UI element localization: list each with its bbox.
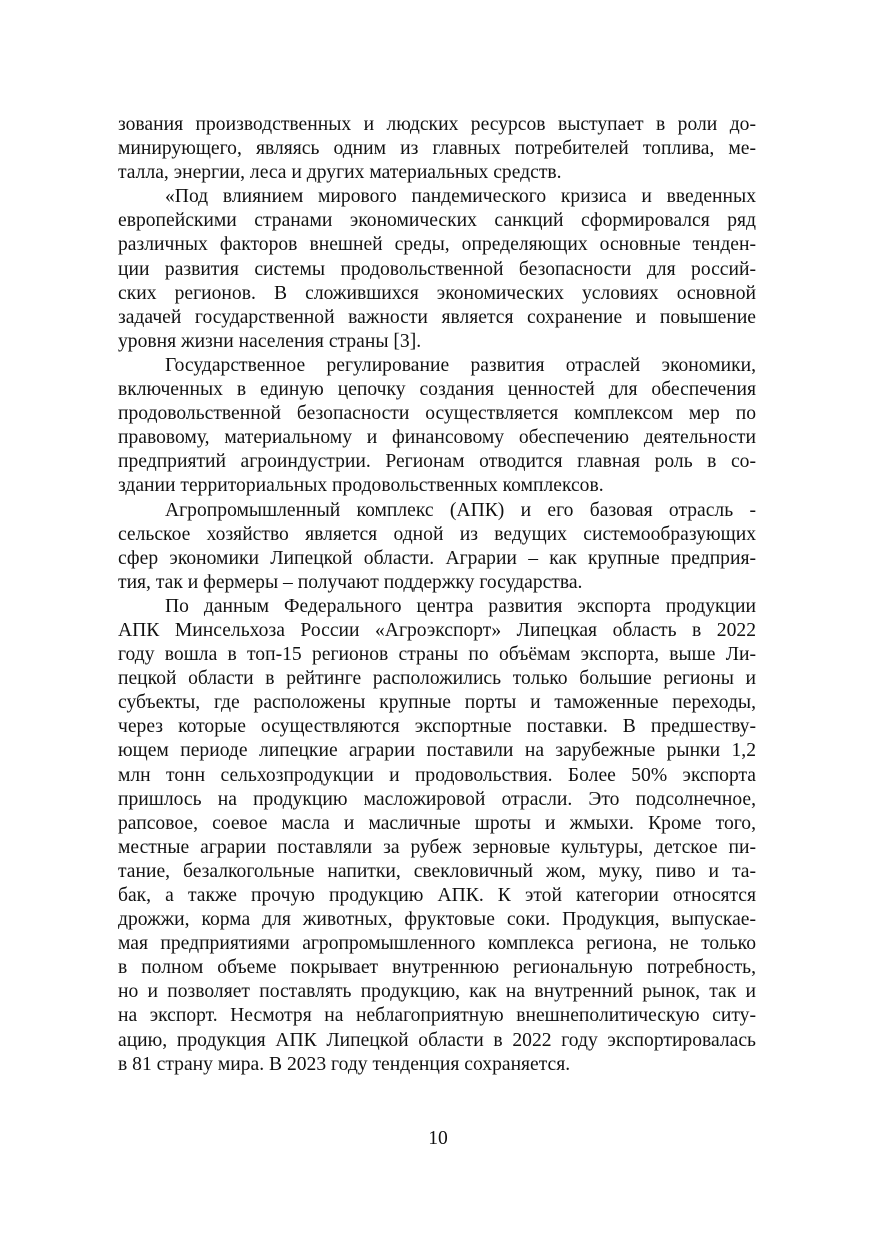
- text-line: сельское хозяйство является одной из ведущих системообразующих: [118, 523, 756, 545]
- text-line: минирующего, являясь одним из главных потребителей топлива, ме-: [118, 138, 756, 160]
- text-line: ских регионов. В сложившихся экономических условиях основной: [118, 282, 756, 304]
- text-line: мая предприятиями агропромышленного комплекса региона, не только: [118, 933, 756, 955]
- text-line: тия, так и фермеры – получают поддержку государства.: [118, 571, 583, 593]
- text-line: рапсовое, соевое масла и масличные шроты и жмыхи. Кроме того,: [118, 812, 756, 834]
- paragraph-continuation: [118, 113, 756, 185]
- text-line: ацию, продукция АПК Липецкой области в 2022 году экспортировалась: [118, 1029, 756, 1051]
- text-line: включенных в единую цепочку создания ценностей для обеспечения: [118, 379, 756, 401]
- text-line: предприятий агроиндустрии. Регионам отводится главная роль в со-: [118, 451, 756, 473]
- text-line: бак, а также прочую продукцию АПК. К этой категории относятся: [118, 885, 756, 906]
- text-line: АПК Минсельхоза России «Агроэкспорт» Липецкая область в 2022: [118, 619, 756, 641]
- text-line: ющем периоде липецкие аграрии поставили на зарубежные рынки 1,2: [118, 740, 756, 762]
- text-line: уровня жизни населения страны [3].: [118, 330, 422, 352]
- paragraph-export: [118, 595, 756, 1077]
- text-line: сфер экономики Липецкой области. Аграрии – как крупные предприя-: [118, 547, 756, 569]
- text-line: «Под влиянием мирового пандемического кризиса и введенных: [165, 186, 756, 208]
- text-line: на экспорт. Несмотря на неблагоприятную внешнеполитическую ситу-: [118, 1005, 756, 1027]
- text-line: правовому, материальному и финансовому обеспечению деятельности: [118, 427, 756, 449]
- text-line: но и позволяет поставлять продукцию, как на внутренний рынок, так и: [118, 981, 756, 1003]
- text-line: различных факторов внешней среды, определяющих основные тенден-: [118, 234, 756, 256]
- text-line: задачей государственной важности является сохранение и повышение: [118, 306, 756, 328]
- text-line: в полном объеме покрывает внутреннюю региональную потребность,: [118, 957, 756, 979]
- text-line: Агропромышленный комплекс (АПК) и его базовая отрасль -: [165, 499, 756, 521]
- paragraph-sanctions: [118, 185, 756, 354]
- text-line: пецкой области в рейтинге расположились только большие регионы и: [118, 668, 756, 690]
- text-line: Государственное регулирование развития отраслей экономики,: [165, 354, 756, 376]
- text-line: европейскими странами экономических санкций сформировался ряд: [118, 210, 756, 232]
- text-line: дрожжи, корма для животных, фруктовые соки. Продукция, выпускае-: [118, 909, 756, 931]
- text-line: в 81 страну мира. В 2023 году тенденция сохраняется.: [118, 1053, 571, 1075]
- text-line: пришлось на продукцию масложировой отрасли. Это подсолнечное,: [118, 788, 756, 810]
- text-line: продовольственной безопасности осуществляется комплексом мер по: [118, 403, 756, 425]
- text-line: По данным Федерального центра развития экспорта продукции: [165, 595, 756, 617]
- text-line: тание, безалкогольные напитки, свекловичный жом, муку, пиво и та-: [118, 860, 756, 882]
- text-line: здании территориальных продовольственных комплексов.: [118, 475, 604, 497]
- page-number: 10: [428, 1128, 448, 1149]
- text-line: талла, энергии, леса и других материальных средств.: [118, 162, 562, 184]
- paragraph-agro-complex: [118, 499, 756, 595]
- text-line: местные аграрии поставляли за рубеж зерновые культуры, детское пи-: [118, 836, 756, 858]
- paragraph-regulation: [118, 354, 756, 499]
- text-line: ции развития системы продовольственной безопасности для россий-: [118, 258, 756, 280]
- text-line: году вошла в топ-15 регионов страны по объёмам экспорта, выше Ли-: [118, 644, 756, 666]
- page-body: [118, 113, 756, 1077]
- text-line: через которые осуществляются экспортные поставки. В предшеству-: [118, 716, 756, 738]
- text-line: млн тонн сельхозпродукции и продовольствия. Более 50% экспорта: [118, 764, 756, 786]
- text-line: субъекты, где расположены крупные порты и таможенные переходы,: [118, 692, 756, 714]
- text-line: зования производственных и людских ресурсов выступает в роли до-: [118, 114, 756, 135]
